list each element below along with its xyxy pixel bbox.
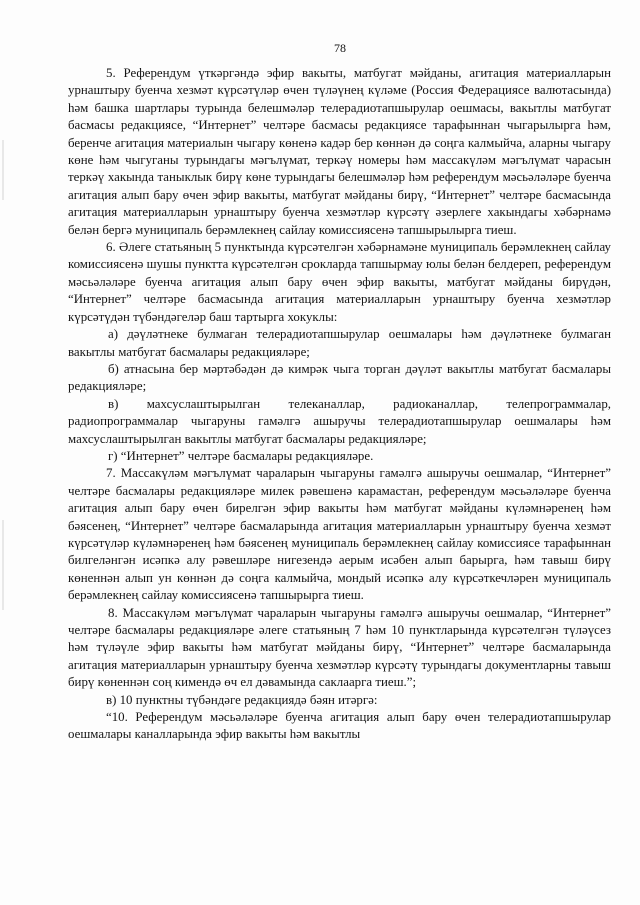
scan-margin-mark bbox=[2, 520, 4, 610]
paragraph-8: 8. Массакүләм мәгълүмат чараларын чыгаруны гамәлгә ашыручы оешмалар, “Интернет” челтәре басмалары редакцияләре әлеге статьяның 7 һәм 10 пунктларында күрсәтелгән түләүсез һәм түләүле эфир вакыты һәм матбугат мәйданы бирү, “Интернет” челтәре басмаларында агитация материалларын урнаштыру буенча хезмәтләр күрсәтү турындагы документларны тавыш бирү көненнән соң кимендә өч ел дәвамында саклаарга тиеш.”; bbox=[68, 605, 611, 690]
paragraph-7: 7. Массакүләм мәгълүмат чараларын чыгаруны гамәлгә ашыручы оешмалар, “Интернет” челтәре басмалары редакцияләре милек рәвешенә карамастан, референдум мәсьәләләре буенча агитация алып бару өчен бирелгән эфир вакыты һәм матбугат мәйданы күләмнәренең һәм бәясенең, “Интернет” челтәре басмаларында агитация материалларын урнаштыру буенча хезмәт күрсәтүләр күләмнәренең һәм бәясенең муниципаль берәмлекнең сайлау комиссиясе тарафыннан билгеләнгән исәпкә алу рәвешләре нигезендә аерым исәбен алып барырга, һәм тавыш бирү көненнән алып ун көннән дә соңга калмыйча, мондый исәпкә алу күрсәткечләрен муниципаль берәмлекнең сайлау комиссиясенә тапшырырга тиеш. bbox=[68, 466, 611, 603]
amendment-instruction: в) 10 пунктны түбәндәге редакциядә бәян итәргә: bbox=[106, 692, 378, 707]
paragraph-5: 5. Референдум үткәргәндә эфир вакыты, матбугат мәйданы, агитация материалларын урнаштыру буенча хезмәт күрсәтүләр өчен түләүнең күләме (Россия Федерациясе валютасында) һәм башка шартлары турында белешмәләр телерадиотапшырулар оешмасы, вакытлы матбугат басмасы редакциясе, “Интернет” челтәре басмасы редакциясе тарафыннан чыгарылырга һәм, беренче агитация материалын чыгару көненә кадәр бер көннән дә соңга калмыйча, аларны чыгару көне һәм чыгуганы турындагы мәгълүмат, теркәү номеры һәм массакүләм мәгълүмат чарасын теркәү хакында таныклык бирү көне турындагы белешмәләр һәм референдум мәсьәләләре буенча агитация алып бару өчен эфир вакыты, матбугат мәйданы бирү, “Интернет” челтәре басмасында агитация материалларын урнаштыру буенча хезмәтләр күрсәтү әзерлеге хакындагы хәбәрнамә белән бергә муниципаль берәмлекнең сайлау комиссиясенә тапшырылырга тиеш. bbox=[68, 66, 611, 237]
document-body bbox=[68, 65, 611, 744]
paragraph-6: 6. Әлеге статьяның 5 пунктында күрсәтелгән хәбәрнамәне муниципаль берәмлекнең сайлау комиссиясенә шушы пунктта күрсәтелгән срокларда тапшырмау юлы белән белдереп, референдум мәсьәләләре буенча агитация алып бару өчен эфир вакыты, матбугат мәйданы бирүдән, “Интернет” челтәре басмасында агитация материалларын урнаштыру буенча хезмәтләр күрсәтүдән түбәндәгеләр баш тартырга хокуклы: bbox=[68, 240, 611, 324]
page-number: 78 bbox=[334, 41, 346, 55]
list-item-b: б) атнасына бер мәртәбәдән дә кимрәк чыга торган дәүләт вакытлы матбугат басмалары редакцияләре; bbox=[68, 361, 611, 394]
scan-margin-mark bbox=[2, 140, 4, 200]
list-item-a: а) дәүләтнеке булмаган телерадиотапшырулар оешмалары һәм дәүләтнеке булмаган вакытлы матбугат басмалары редакцияләре; bbox=[68, 327, 611, 359]
list-item-v: в) махсуслаштырылган телеканаллар, радиоканаллар, телепрограммалар, радиопрограммалар чыгаруны гамәлгә ашыручы телерадиотапшырулар оешмалары һәм махсуслаштырылган вакытлы матбугат басмалары редакцияләре; bbox=[68, 396, 611, 446]
paragraph-10: “10. Референдум мәсьәләләре буенча агитация алып бару өчен телерадиотапшырулар оешмалары каналларында эфир вакыты һәм вакытлы bbox=[68, 710, 611, 742]
list-item-g: г) “Интернет” челтәре басмалары редакцияләре. bbox=[108, 448, 374, 463]
